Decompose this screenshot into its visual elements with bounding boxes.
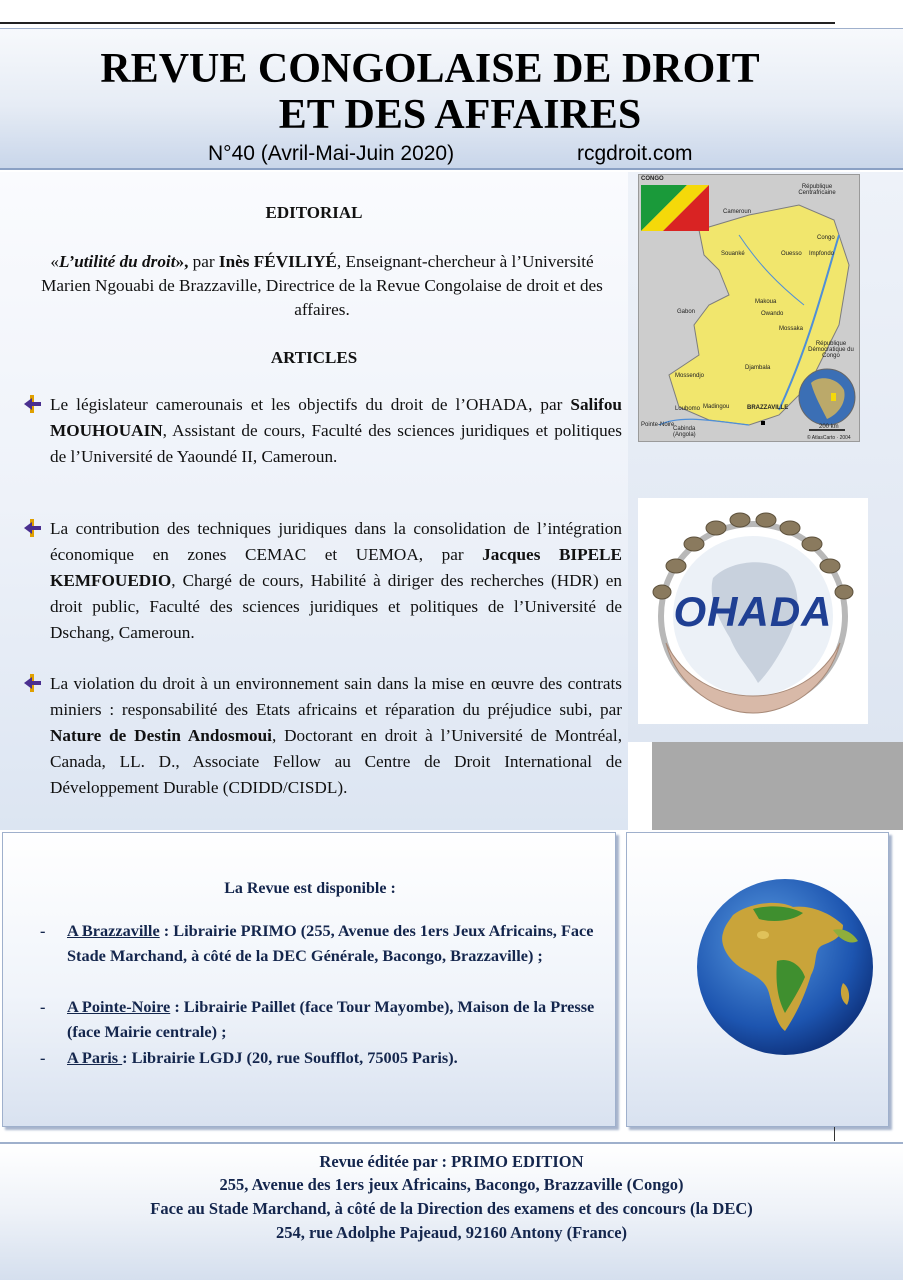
map-label-congo-river: Congo (817, 235, 835, 241)
map-scale-label: 200 km (819, 424, 839, 430)
map-label-rdc: République Démocratique du Congo (808, 341, 854, 359)
availability-box (2, 832, 616, 1127)
tick-mark (834, 1127, 835, 1141)
city-label: A Brazzaville (67, 921, 160, 940)
article-affiliation: , Doctorant en droit à l’Université de Montréal, Canada, LL. D., Associate Fellow au Centre de Droit International de Développement Durable (CDIDD/CISDL). (50, 726, 622, 797)
congo-flag (641, 185, 709, 231)
map-country-label: CONGO (641, 176, 664, 182)
map-label-gabon: Gabon (677, 309, 696, 315)
list-dash: - (40, 921, 46, 940)
article-item-2 (50, 516, 622, 646)
grey-block (652, 742, 903, 830)
journal-title-line1: REVUE CONGOLAISE DE DROIT (100, 46, 760, 92)
retailer-item-pointe-noire (40, 994, 607, 1044)
article-title: La violation du droit à un environnement sain dans la mise en œuvre des contrats miniers : responsabilité des Etats africains et réparation du préjudice subi, par (50, 674, 622, 719)
article-author: Jacques BIPELE KEMFOUEDIO (50, 545, 622, 590)
retailer-item-paris (40, 1045, 607, 1070)
publisher-address-congo: 255, Avenue des 1ers jeux Africains, Bacongo, Brazzaville (Congo) (219, 1175, 684, 1194)
article-item-1 (50, 392, 622, 470)
map-label-pointe-noire: Pointe-Noire (641, 422, 675, 428)
map-label-owando: Owando (761, 311, 784, 317)
article-author: Salifou MOUHOUAIN (50, 395, 622, 440)
ohada-logo-text: OHADA (673, 588, 833, 635)
articles-heading: ARTICLES (270, 348, 358, 367)
top-rule (0, 22, 835, 24)
open-quote: « (50, 252, 59, 271)
publisher-name: Revue éditée par : PRIMO EDITION (319, 1152, 584, 1171)
map-label-souanke: Souanké (721, 251, 745, 257)
map-label-makoua: Makoua (755, 299, 777, 305)
by-label: par (192, 252, 219, 271)
retailer-item-brazzaville (40, 918, 607, 968)
editorial-heading: EDITORIAL (265, 203, 363, 222)
map-label-mossendjo: Mossendjo (675, 373, 705, 379)
article-affiliation: , Chargé de cours, Habilité à diriger des recherches (HDR) en droit public, Faculté des sciences juridiques et politiques de l’Université de Dschang, Cameroun. (50, 571, 622, 642)
editorial-title: L’utilité du droit (58, 252, 176, 271)
editorial-affiliation: , Enseignant-chercheur à l’Université Marien Ngouabi de Brazzaville, Directrice de la Revue Congolaise de droit et des affaires. (41, 252, 603, 319)
map-label-impfondo: Impfondo (809, 251, 835, 257)
map-label-ouesso: Ouesso (781, 251, 802, 257)
map-credit: © AtlasCarto · 2004 (807, 435, 851, 441)
map-label-loubomo: Loubomo (675, 406, 701, 412)
retailer-details: : Librairie PRIMO (255, Avenue des 1ers Jeux Africains, Face Stade Marchand, à côté de la DEC Générale, Bacongo, Brazzaville) ; (67, 921, 594, 965)
article-title: La contribution des techniques juridiques dans la consolidation de l’intégration économique en zones CEMAC et UEMOA, par (50, 519, 622, 564)
congo-map (638, 174, 860, 442)
issue-number: N°40 (Avril-Mai-Juin 2020) (208, 142, 455, 165)
publisher-landmark: Face au Stade Marchand, à côté de la Direction des examens et des concours (la DEC) (150, 1199, 753, 1218)
city-label: A Paris (67, 1048, 123, 1067)
globe-panel (626, 832, 889, 1127)
publisher-footer (0, 1142, 903, 1280)
ohada-logo (638, 498, 868, 724)
map-label-madingou: Madingou (703, 404, 730, 410)
map-label-brazzaville: BRAZZAVILLE (747, 405, 789, 411)
map-label-cabinda: Cabinda (Angola) (673, 426, 696, 438)
article-author: Nature de Destin Andosmoui (50, 726, 272, 745)
globe-icon (693, 875, 877, 1059)
map-label-mossaka: Mossaka (779, 326, 804, 332)
article-affiliation: , Assistant de cours, Faculté des sciences juridiques et politiques de l’Université de Yaoundé II, Cameroun. (50, 421, 622, 466)
editorial-entry (30, 250, 614, 322)
arrow-bullet-icon (22, 518, 42, 538)
editorial-author: Inès FÉVILIYÉ (218, 252, 337, 271)
arrow-bullet-icon (22, 673, 42, 693)
list-dash: - (40, 1048, 46, 1067)
website-link[interactable]: rcgdroit.com (577, 142, 693, 165)
map-label-djambala: Djambala (745, 365, 771, 371)
city-label: A Pointe-Noire (67, 997, 171, 1016)
article-title: Le législateur camerounais et les objectifs du droit de l’OHADA, par (50, 395, 571, 414)
journal-title-line2: ET DES AFFAIRES (278, 92, 642, 138)
map-label-car: République Centrafricaine (798, 184, 836, 196)
publisher-address-france: 254, rue Adolphe Pajeaud, 92160 Antony (France) (275, 1223, 628, 1242)
retailer-details: : Librairie LGDJ (20, rue Soufflot, 75005 Paris). (122, 1048, 458, 1067)
retailer-details: : Librairie Paillet (face Tour Mayombe), Maison de la Presse (face Mairie centrale) ; (67, 997, 595, 1041)
list-dash: - (40, 997, 46, 1016)
article-item-3 (50, 671, 622, 801)
masthead (0, 28, 903, 170)
close-quote: », (175, 252, 193, 271)
arrow-bullet-icon (22, 394, 42, 414)
availability-heading: La Revue est disponible : (224, 880, 396, 897)
map-label-cameroun: Cameroun (723, 209, 752, 215)
